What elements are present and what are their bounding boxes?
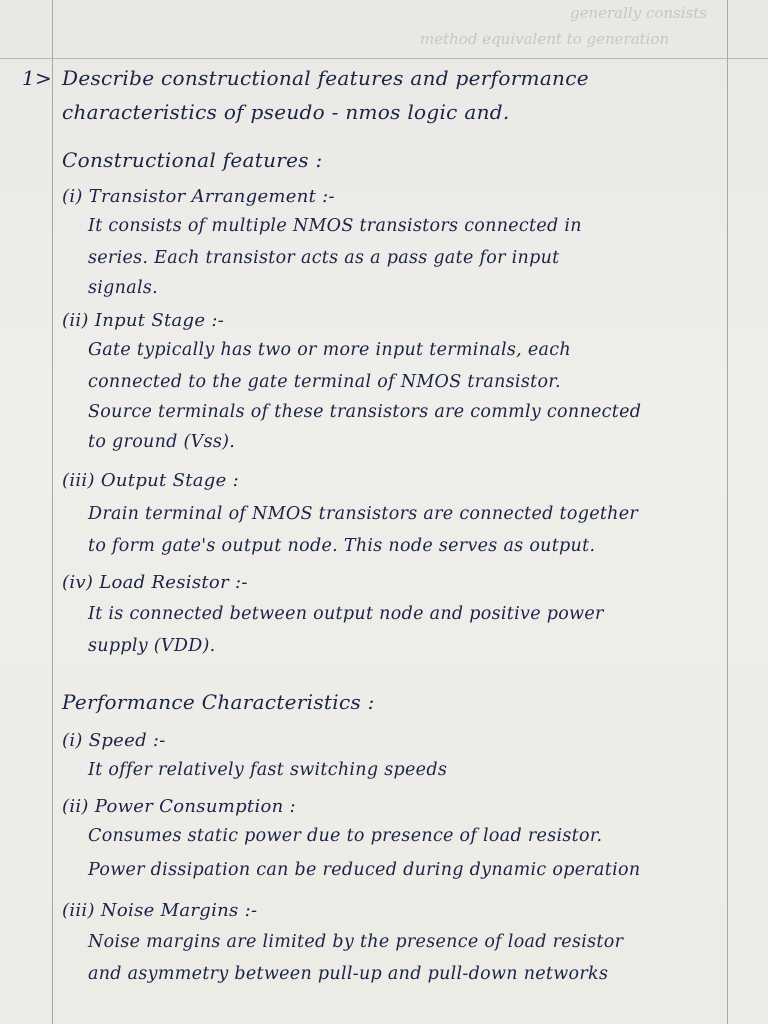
item-text: series. Each transistor acts as a pass gate for input bbox=[88, 248, 560, 268]
item-text: Gate typically has two or more input terminals, each bbox=[88, 340, 571, 360]
item-title: (i) Speed :- bbox=[62, 730, 166, 751]
item-title: (ii) Input Stage :- bbox=[62, 310, 225, 331]
item-text: Power dissipation can be reduced during dynamic operation bbox=[88, 860, 641, 880]
rule-line bbox=[0, 58, 768, 59]
question-line: Describe constructional features and performance bbox=[62, 66, 589, 90]
item-text: to ground (Vss). bbox=[88, 432, 236, 452]
item-text: connected to the gate terminal of NMOS transistor. bbox=[88, 372, 561, 392]
item-text: supply (VDD). bbox=[88, 636, 216, 656]
section-heading-constructional: Constructional features : bbox=[62, 148, 323, 172]
item-text: It is connected between output node and positive power bbox=[88, 604, 604, 624]
section-heading-performance: Performance Characteristics : bbox=[62, 690, 375, 714]
ghost-text: method equivalent to generation bbox=[420, 30, 670, 48]
item-text: It offer relatively fast switching speeds bbox=[88, 760, 448, 780]
item-text: Drain terminal of NMOS transistors are connected together bbox=[88, 504, 639, 524]
item-title: (iii) Noise Margins :- bbox=[62, 900, 258, 921]
question-line: characteristics of pseudo - nmos logic and. bbox=[62, 100, 510, 124]
question-number: 1> bbox=[22, 66, 53, 90]
ghost-text: generally consists bbox=[570, 4, 707, 22]
item-title: (i) Transistor Arrangement :- bbox=[62, 186, 335, 207]
margin-line bbox=[52, 0, 53, 1024]
item-text: It consists of multiple NMOS transistors connected in bbox=[88, 216, 582, 236]
item-text: to form gate's output node. This node serves as output. bbox=[88, 536, 596, 556]
item-title: (iv) Load Resistor :- bbox=[62, 572, 248, 593]
item-text: Source terminals of these transistors are commly connected bbox=[88, 402, 642, 422]
item-text: Consumes static power due to presence of load resistor. bbox=[88, 826, 603, 846]
item-text: and asymmetry between pull-up and pull-down networks bbox=[88, 964, 609, 984]
item-text: Noise margins are limited by the presence of load resistor bbox=[88, 932, 624, 952]
item-text: signals. bbox=[88, 278, 159, 298]
item-title: (iii) Output Stage : bbox=[62, 470, 239, 491]
margin-line-right bbox=[727, 0, 728, 1024]
item-title: (ii) Power Consumption : bbox=[62, 796, 296, 817]
